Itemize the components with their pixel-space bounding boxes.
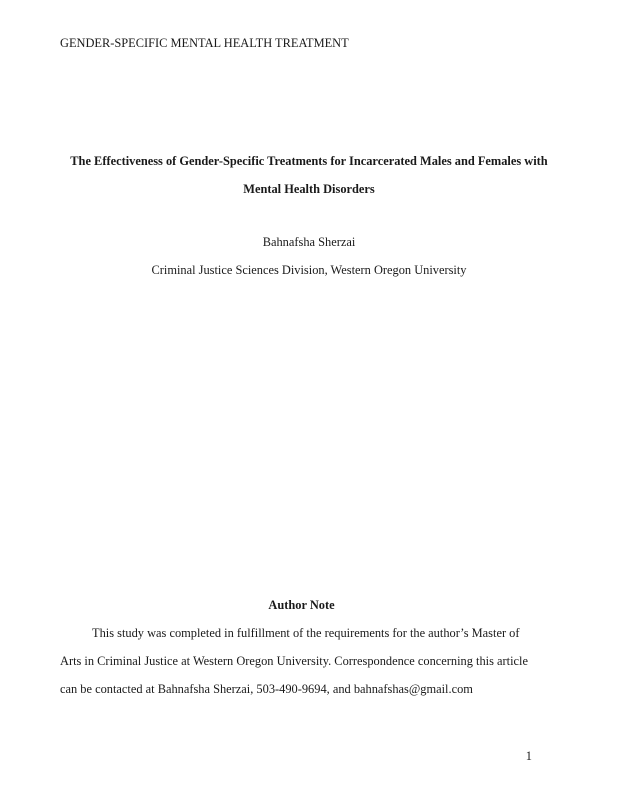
paper-title (0, 147, 618, 203)
author-note-line-2: Arts in Criminal Justice at Western Oregon University. Correspondence concerning this article (60, 654, 528, 668)
author-note-heading: Author Note (268, 598, 335, 612)
author-note (60, 591, 543, 703)
page-number: 1 (525, 749, 532, 763)
paper-title-line-2: Mental Health Disorders (243, 182, 375, 196)
paper-title-line-1: The Effectiveness of Gender-Specific Treatments for Incarcerated Males and Females with (70, 154, 548, 168)
running-head: GENDER-SPECIFIC MENTAL HEALTH TREATMENT (60, 36, 349, 50)
byline (0, 228, 618, 284)
author-affiliation: Criminal Justice Sciences Division, Western Oregon University (151, 263, 467, 277)
author-name: Bahnafsha Sherzai (262, 235, 356, 249)
author-note-line-3: can be contacted at Bahnafsha Sherzai, 503-490-9694, and bahnafshas@gmail.com (60, 682, 473, 696)
author-note-line-1: This study was completed in fulfillment of the requirements for the author’s Master of (92, 626, 520, 640)
